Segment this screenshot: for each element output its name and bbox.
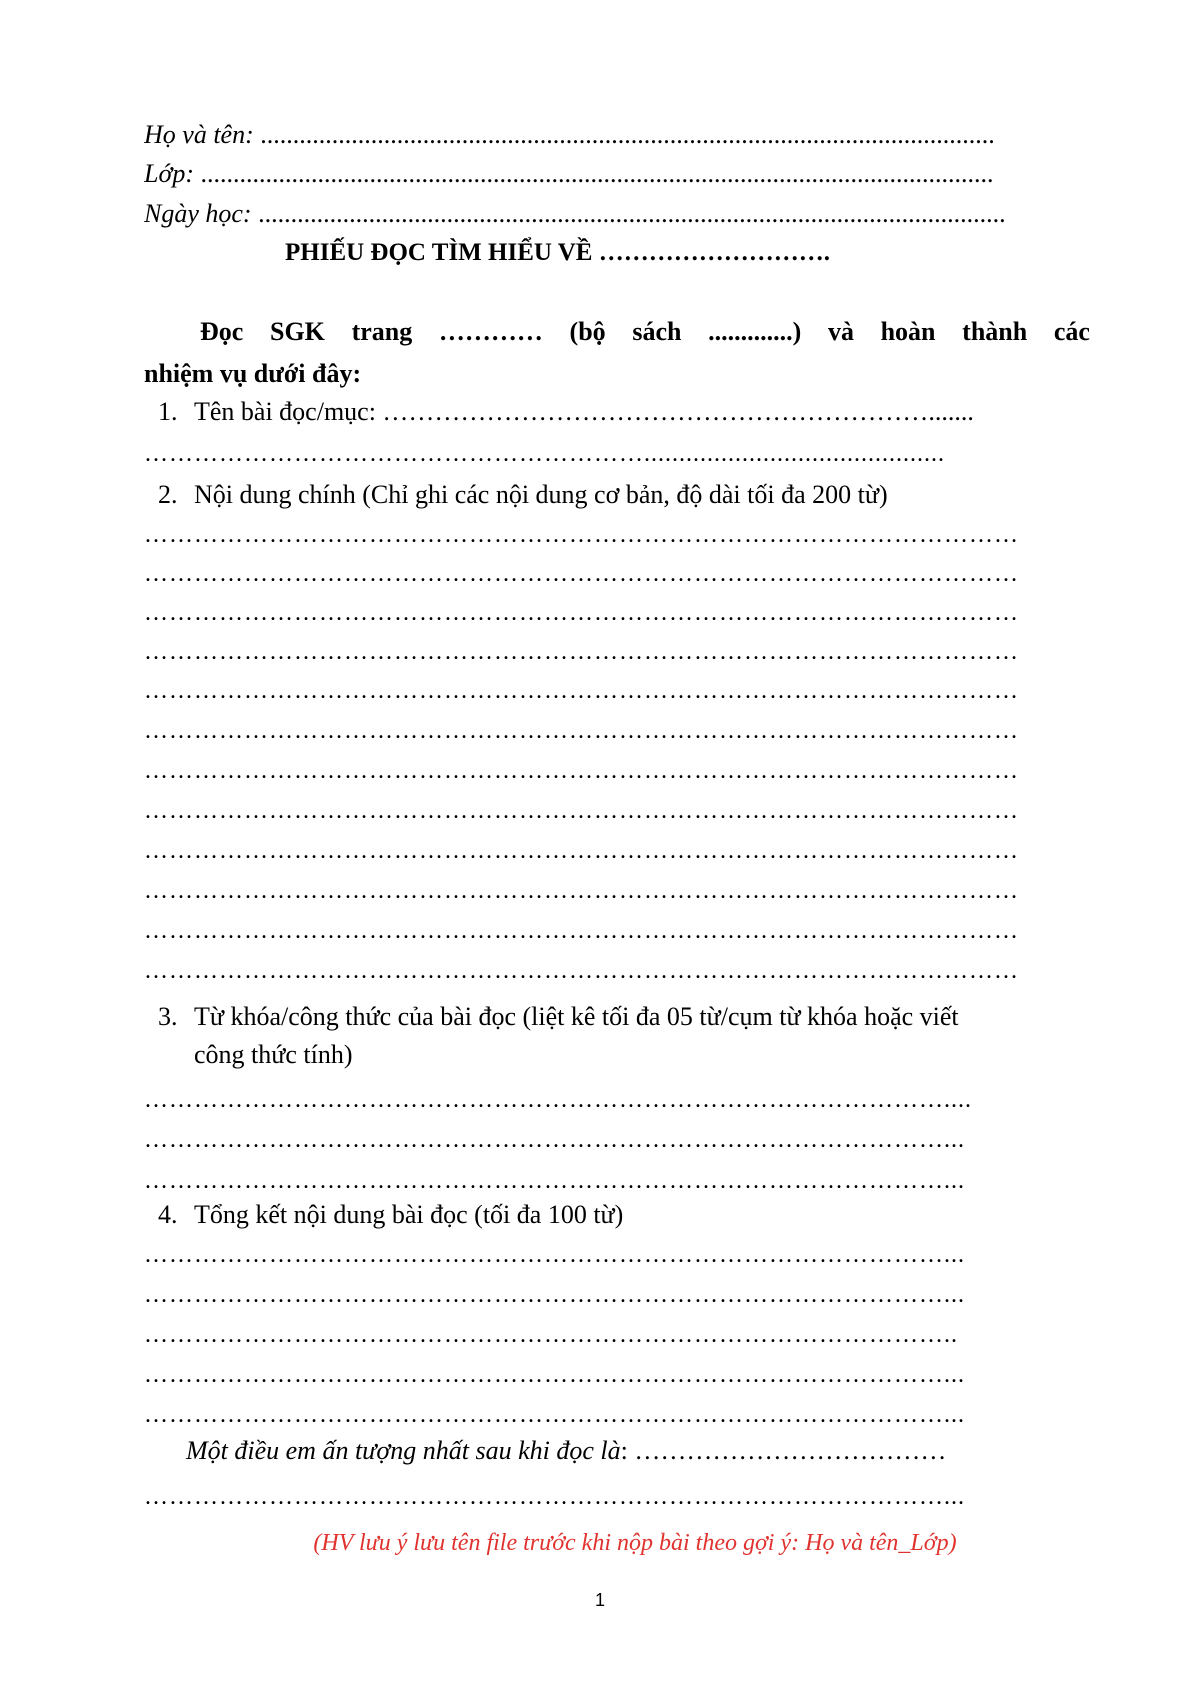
answer-line[interactable]: ……………………………………………………………………………………………: [144, 838, 1019, 864]
answer-line[interactable]: ……………………………………………………………………………………....: [144, 1087, 972, 1113]
intro-word: trang: [351, 317, 413, 346]
item-number: 1.: [158, 397, 178, 426]
name-dots: .................................................................................................................: [253, 120, 995, 149]
item-text: Tổng kết nội dung bài đọc (tối đa 100 từ): [194, 1200, 624, 1229]
item-1-heading: [158, 395, 1090, 429]
item-number: 4.: [158, 1200, 178, 1229]
class-label: Lớp:: [144, 159, 194, 188]
item-3-heading-cont: công thức tính): [194, 1040, 353, 1069]
answer-line[interactable]: ……………………………………………………………………………………...: [144, 1282, 965, 1308]
date-dots: ...................................................................................................................: [251, 199, 1006, 228]
intro-word: (bộ: [569, 317, 606, 346]
answer-line[interactable]: ……………………………………………………………………………………...: [144, 1484, 965, 1510]
closing-colon: :: [620, 1436, 628, 1465]
item-3-heading: [158, 1000, 1090, 1034]
class-dots: ..........................................................................................................................: [194, 159, 994, 188]
intro-word: …………: [438, 317, 543, 346]
file-naming-note: (HV lưu ý lưu tên file trước khi nộp bài theo gợi ý: Họ và tên_Lớp): [313, 1530, 957, 1556]
answer-line[interactable]: ……………………………………………………………………………………………: [144, 918, 1019, 944]
answer-line[interactable]: ……………………………………………………………………………………………: [144, 678, 1019, 704]
answer-line[interactable]: ……………………………………………………...........................................: [144, 441, 945, 467]
intro-word: sách: [632, 317, 682, 346]
item-number: 3.: [158, 1002, 178, 1031]
answer-line[interactable]: ……………………………………………………………………………………………: [144, 718, 1019, 744]
intro-word: hoàn: [880, 317, 936, 346]
answer-line[interactable]: ……………………………………………………………………………………………: [144, 639, 1019, 665]
class-field[interactable]: [144, 157, 1090, 191]
intro-word: Đọc: [200, 317, 244, 346]
item-text: Nội dung chính (Chỉ ghi các nội dung cơ bản, độ dài tối đa 200 từ): [194, 480, 888, 509]
item-text: Tên bài đọc/mục: ……………………………………………………….......: [194, 397, 974, 426]
name-label: Họ và tên:: [144, 120, 254, 149]
answer-line[interactable]: ……………………………………………………………………………………………: [144, 878, 1019, 904]
name-field[interactable]: [144, 118, 1090, 152]
page-number: 1: [594, 1590, 605, 1610]
closing-prompt: [186, 1434, 946, 1468]
item-text: Từ khóa/công thức của bài đọc (liệt kê tối đa 05 từ/cụm từ khóa hoặc viết: [194, 1002, 959, 1031]
answer-line[interactable]: ……………………………………………………………………………………...: [144, 1242, 965, 1268]
answer-line[interactable]: ……………………………………………………………………………………..: [144, 1322, 958, 1348]
item-4-heading: [158, 1198, 1090, 1232]
intro-word: các: [1053, 317, 1090, 346]
answer-line[interactable]: ……………………………………………………………………………………...: [144, 1362, 965, 1388]
item-number: 2.: [158, 480, 178, 509]
answer-line[interactable]: ……………………………………………………………………………………………: [144, 798, 1019, 824]
date-label: Ngày học:: [144, 199, 252, 228]
answer-line[interactable]: ……………………………………………………………………………………...: [144, 1402, 965, 1428]
intro-line-1: [144, 315, 1090, 349]
answer-line[interactable]: ……………………………………………………………………………………………: [144, 600, 1019, 626]
answer-line[interactable]: ……………………………………………………………………………………………: [144, 522, 1019, 548]
answer-line[interactable]: ……………………………………………………………………………………...: [144, 1127, 965, 1153]
answer-line[interactable]: ……………………………………………………………………………………...: [144, 1168, 965, 1194]
intro-line-2: nhiệm vụ dưới đây:: [144, 359, 362, 388]
answer-line[interactable]: ……………………………………………………………………………………………: [144, 758, 1019, 784]
closing-dots[interactable]: ………………………………: [627, 1436, 947, 1465]
answer-line[interactable]: ……………………………………………………………………………………………: [144, 958, 1019, 984]
page-title: PHIẾU ĐỌC TÌM HIỂU VỀ ……………………….: [285, 239, 830, 266]
answer-line[interactable]: ……………………………………………………………………………………………: [144, 561, 1019, 587]
intro-word: .............): [708, 317, 802, 346]
item-2-heading: [158, 478, 1090, 512]
intro-word: và: [827, 317, 854, 346]
date-field[interactable]: [144, 197, 1090, 231]
intro-word: thành: [962, 317, 1028, 346]
intro-word: SGK: [269, 317, 325, 346]
closing-label: Một điều em ấn tượng nhất sau khi đọc là: [186, 1436, 621, 1465]
